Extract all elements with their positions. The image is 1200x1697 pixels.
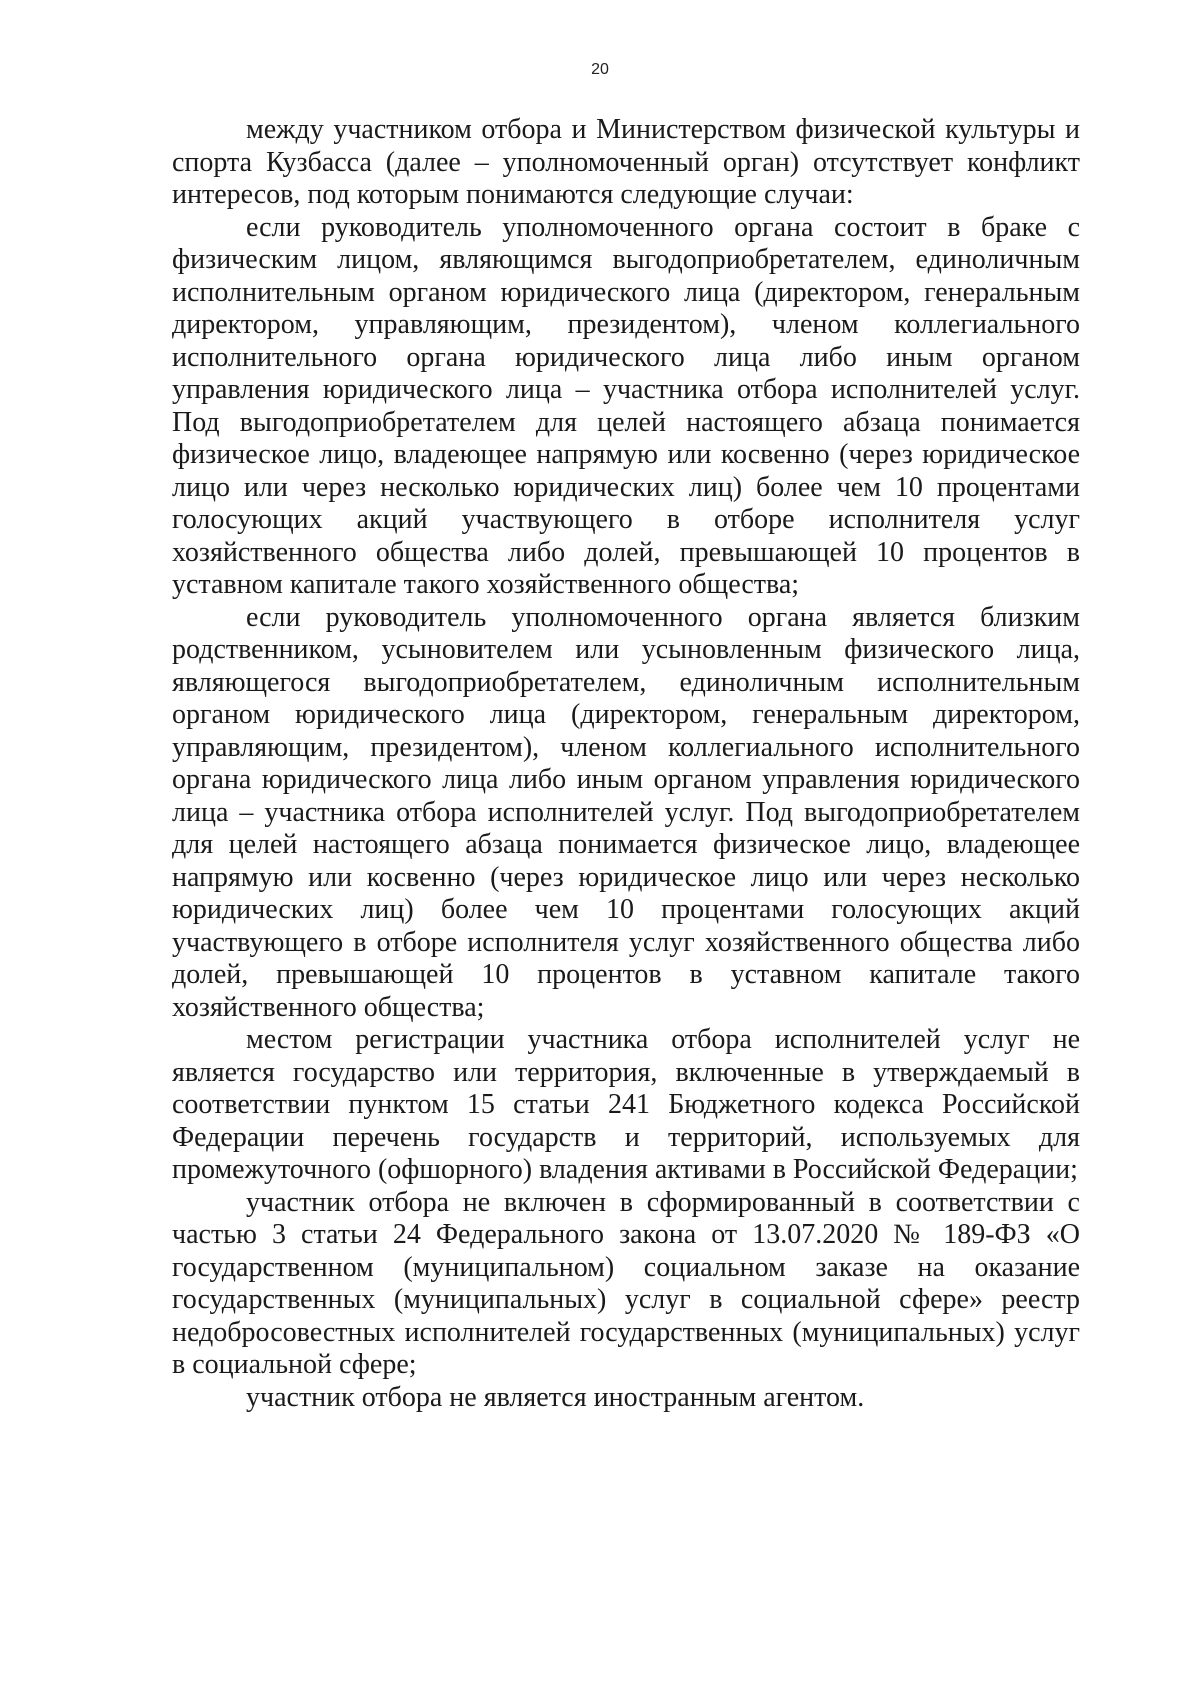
paragraph-offshore-registration: местом регистрации участника отбора исполнителей услуг не является государство или территория, включенные в утверждаемый в соответствии пунктом 15 статьи 241 Бюджетного кодекса Российской Федерации перечень государств и территорий, используемых для промежуточного (офшорного) владения активами в Российской Федерации; [172, 1024, 1080, 1185]
page-number: 20 [591, 61, 609, 78]
document-body [172, 114, 1080, 1414]
paragraph-unfair-performers-registry: участник отбора не включен в сформированный в соответствии с частью 3 статьи 24 Федерального закона от 13.07.2020 № 189-ФЗ «О государственном (муниципальном) социальном заказе на оказание государственных (муниципальных) услуг в социальной сфере» реестр недобросовестных исполнителей государственных (муниципальных) услуг в социальной сфере; [172, 1186, 1080, 1380]
paragraph-conflict-of-interest-intro: между участником отбора и Министерством физической культуры и спорта Кузбасса (далее – уполномоченный орган) отсутствует конфликт интересов, под которым понимаются следующие случаи: [172, 114, 1080, 210]
paragraph-foreign-agent: участник отбора не является иностранным агентом. [246, 1381, 865, 1413]
paragraph-spouse-case: если руководитель уполномоченного органа состоит в браке с физическим лицом, являющимся выгодоприобретателем, единоличным исполнительным органом юридического лица (директором, генеральным директором, управляющим, президентом), членом коллегиального исполнительного органа юридического лица либо иным органом управления юридического лица – участника отбора исполнителей услуг. Под выгодоприобретателем для целей настоящего абзаца понимается физическое лицо, владеющее напрямую или косвенно (через юридическое лицо или через несколько юридических лиц) более чем 10 процентами голосующих акций участвующего в отборе исполнителя услуг хозяйственного общества либо долей, превышающей 10 процентов в уставном капитале такого хозяйственного общества; [172, 211, 1080, 600]
paragraph-relative-case: если руководитель уполномоченного органа является близким родственником, усыновителем или усыновленным физического лица, являющегося выгодоприобретателем, единоличным исполнительным органом юридического лица (директором, генеральным директором, управляющим, президентом), членом коллегиального исполнительного органа юридического лица либо иным органом управления юридического лица – участника отбора исполнителей услуг. Под выгодоприобретателем для целей настоящего абзаца понимается физическое лицо, владеющее напрямую или косвенно (через юридическое лицо или через несколько юридических лиц) более чем 10 процентами голосующих акций участвующего в отборе исполнителя услуг хозяйственного общества либо долей, превышающей 10 процентов в уставном капитале такого хозяйственного общества; [172, 601, 1080, 1023]
